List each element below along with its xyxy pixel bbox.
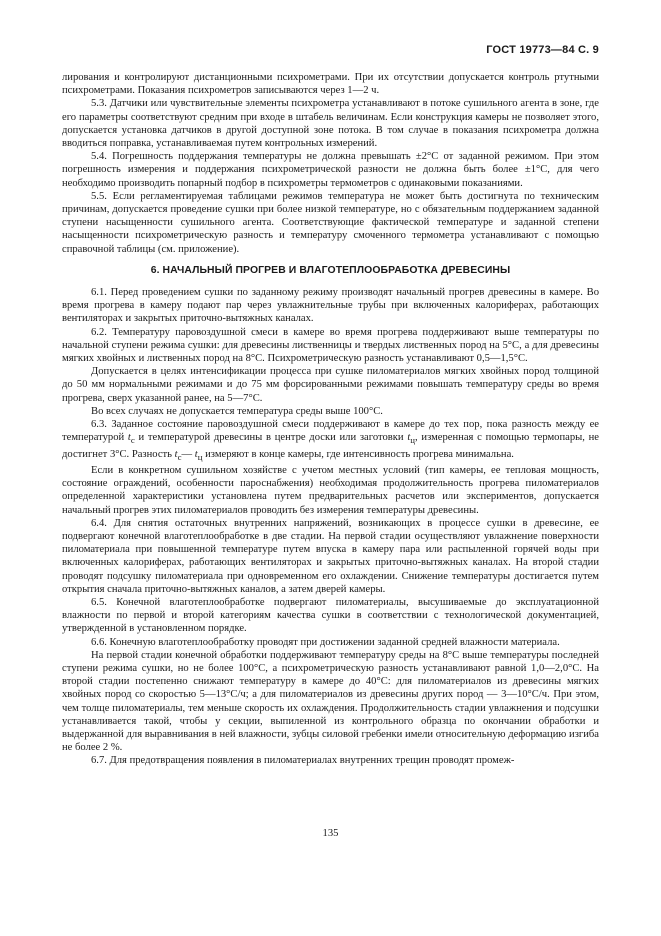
p63-text-4: — (181, 448, 195, 460)
sub-ts-2: ц (197, 451, 203, 462)
paragraph-6-3-extra: Если в конкретном сушильном хозяйстве с учетом местных условий (тип камеры, ее тепловая мощность, состояние ограждений, особенности пароснабжения) необходимая продолжительность прогрева пиломатериалов определенной характеристики установлена путем предварительных расчетов или экспериментов, допускается начальный прогрев этих пиломатериалов проводить без измерения температуры древесины. (62, 464, 599, 516)
p63-text-1: 6.3. Заданное состояние паровоздушной смеси поддерживают в камере до тех пор, пока разность между ее температурой (62, 419, 599, 444)
var-t-ts: t (407, 432, 411, 444)
paragraph-6-5: 6.5. Конечной влаготеплообработке подвергают пиломатериалы, высушиваемые до эксплуатационной влажности по первой и второй категориям качества сушки в соответствии с технологической документацией, утвержденной в установленном порядке. (62, 596, 599, 635)
sub-c-2: с (177, 451, 182, 462)
paragraph-5-3: 5.3. Датчики или чувствительные элементы психрометра устанавливают в потоке сушильного агента в зоне, где его параметры соответствуют средним при входе в штабель величинам. Если конструкция камеры не позволяет этого, допускается установка датчиков в другой доступной зоне потока. В том случае в показания психрометра должна вводиться поправка, устанавливаемая путем контрольных измерений. (62, 98, 599, 150)
var-t-c: t (127, 432, 131, 444)
paragraph-continuation: лирования и контролируют дистанционными психрометрами. При их отсутствии допускается контроль ртутными психрометрами. Показания психрометров записываются через 1—2 ч. (62, 72, 599, 97)
sub-c: с (130, 435, 135, 446)
paragraph-6-6: 6.6. Конечную влаготеплообработку проводят при достижении заданной средней влажности материала. (91, 636, 560, 648)
paragraph-6-2-limit: Во всех случаях не допускается температура среды выше 100°С. (91, 405, 383, 417)
paragraph-6-2: 6.2. Температуру паровоздушной смеси в камере во время прогрева поддерживают выше температуры по начальной ступени режима сушки: для древесины лиственницы и твердых лиственных пород на 5°С, а для древесины мягких хвойных и лиственных пород на 8°С. Психрометрическую разность устанавливают 0,5—1,5°С. (62, 326, 599, 365)
paragraph-5-4: 5.4. Погрешность поддержания температуры не должна превышать ±2°С от заданной режимом. При этом погрешность измерения и поддержания психрометрической разности не должна быть более ±1°С, для чего необходимо производить попарный подбор в психрометры термометров с одинаковыми показаниями. (62, 151, 599, 189)
paragraph-6-3 (62, 418, 599, 464)
paragraph-6-2-extra: Допускается в целях интенсификации процесса при сушке пиломатериалов мягких хвойных пород толщиной до 50 мм нормальными режимами и до 75 мм форсированными режимами повышать температуру среды во время прогрева, сверх указанной ранее, на 5—7°С. (62, 366, 599, 404)
page-header: ГОСТ 19773—84 С. 9 (486, 44, 599, 56)
paragraph-6-6-stages: На первой стадии конечной обработки поддерживают температуру среды на 8°С выше температуры последней ступени режима сушки, но не более 100°С, а психрометрическую разность устанавливают равной 1,0—2,0°С. На второй стадии постепенно снижают температуру в камере до 40°С: для пиломатериалов из древесины мягких хвойных пород со скоростью 5—13°С/ч; а для пиломатериалов из древесины других пород — 3—10°С/ч. При этом, чем толще пиломатериалы, тем меньше скорость их охлаждения. Продолжительность стадии увлажнения и подсушки устанавливается такой, чтобы у секции, выпиленной из контрольного образца по окончании обработки и выдержанной для выравнивания в ней влажности, зубцы силовой гребенки имели относительную деформацию изгиба не более 2 %. (62, 649, 599, 754)
p63-text-2: и температурой древесины в центре доски или заготовки (134, 432, 408, 444)
document-body (62, 71, 599, 768)
var-t-ts-2: t (194, 448, 198, 460)
paragraph-6-4: 6.4. Для снятия остаточных внутренних напряжений, возникающих в процессе сушки в древесине, ее подвергают конечной влаготеплообработке в две стадии. На первой стадии осуществляют увлажнение поверхности пиломатериала при повышенной температуре путем впуска в камеру пара или распыленной горячей воды при включенных калориферах, работающих вентиляторах и закрытых приточно-вытяжных каналах. На второй стадии проводят подсушку пиломатериала при одновременном его охлаждении. Снижение температуры достигается путем открытия сначала приточно-вытяжных каналов, а затем дверей камеры. (62, 517, 599, 595)
paragraph-6-7: 6.7. Для предотвращения появления в пиломатериалах внутренних трещин проводят промеж- (91, 755, 515, 767)
paragraph-6-1: 6.1. Перед проведением сушки по заданному режиму производят начальный прогрев древесины в камере. Во время прогрева в камеру подают пар через увлажнительные трубы при включенных калориферах, работающих вентиляторах и закрытых приточно-вытяжных каналах. (62, 287, 599, 325)
var-t-c-2: t (174, 448, 178, 460)
p63-text-3: , измеренная с помощью термопары, не достигнет 3°С. Разность (62, 432, 599, 460)
section-heading: 6. НАЧАЛЬНЫЙ ПРОГРЕВ И ВЛАГОТЕПЛООБРАБОТКА ДРЕВЕСИНЫ (150, 264, 511, 276)
sub-ts: ц (410, 435, 416, 446)
paragraph-5-5: 5.5. Если регламентируемая таблицами режимов температура не может быть достигнута по техническим причинам, допускается проведение сушки при более низкой температуре, но с обязательным поддержанием заданной ступени насыщенности сушильного агента. Соответствующие фактической температуре и заданной степени насыщенности психрометрическую разность и температуру смоченного термометра устанавливают с помощью справочной таблицы (см. приложение). (62, 190, 599, 255)
page-number: 135 (322, 828, 339, 839)
p63-text-5: измеряют в конце камеры, где интенсивность прогрева минимальна. (202, 448, 514, 460)
